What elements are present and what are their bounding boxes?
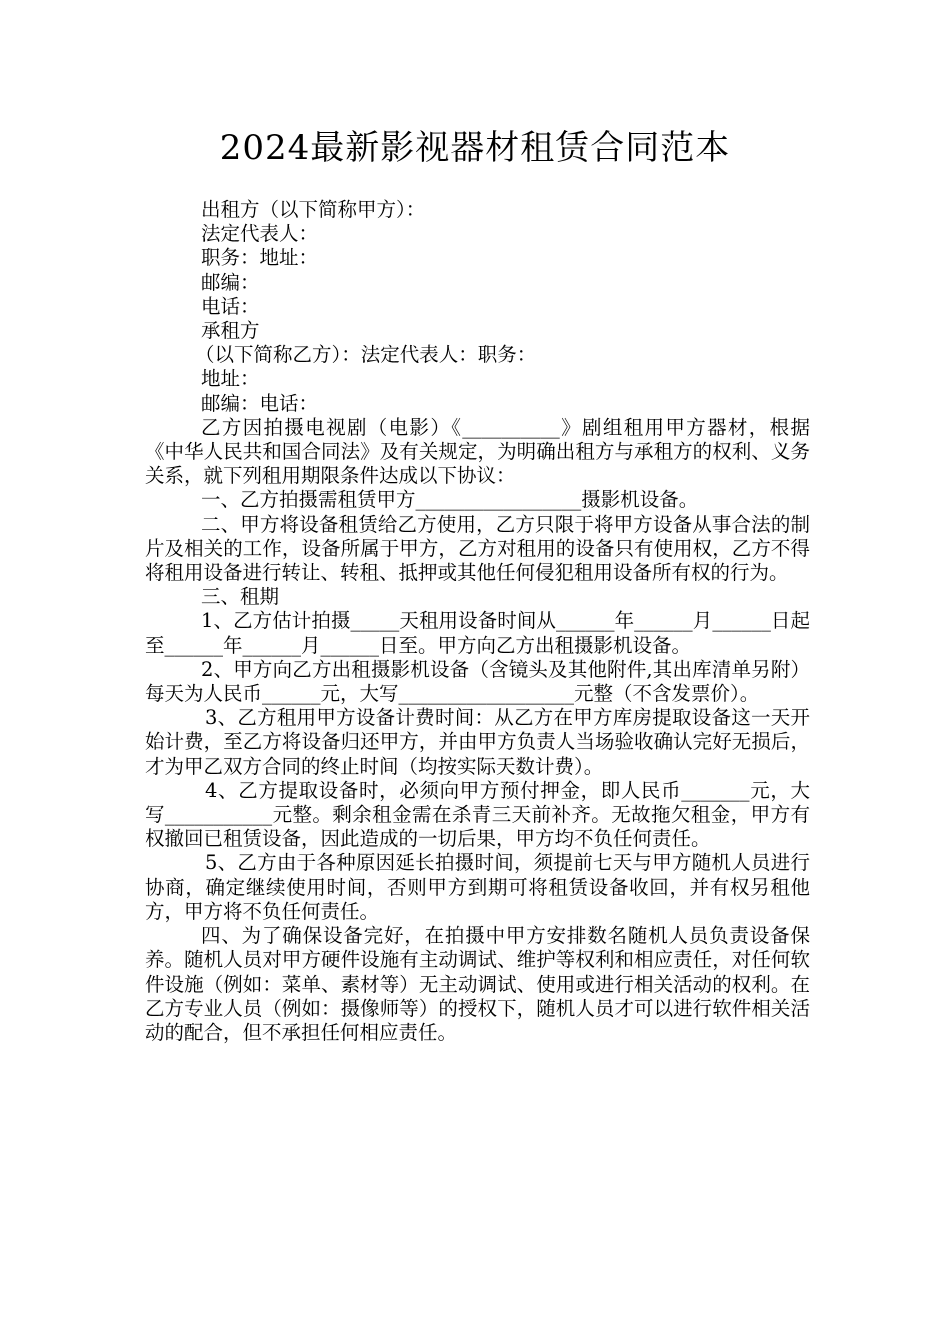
party-b-label: 承租方 — [201, 319, 260, 343]
clause-1: 一、乙方拍摄需租赁甲方_________________摄影机设备。 — [201, 488, 699, 512]
clause-3-item-5: 5、乙方由于各种原因延长拍摄时间，须提前七天与甲方随机人员进行协商，确定继续使用时间，否则甲方到期可将租赁设备收回，并有权另租他方，甲方将不负任何责任。 — [145, 851, 810, 923]
clause-3-item-1: 1、乙方估计拍摄_____天租用设备时间从______年______月______日起至______年______月______日至。甲方向乙方出租摄影机设备。 — [145, 609, 810, 657]
contract-body — [145, 198, 810, 1045]
party-b-postcode-phone: 邮编：电话： — [201, 391, 319, 415]
party-a-position-address: 职务：地址： — [201, 246, 319, 270]
party-a-postcode: 邮编： — [201, 270, 260, 294]
party-a-phone: 电话： — [201, 294, 260, 318]
preamble-paragraph: 乙方因拍摄电视剧（电影）《__________》剧组租用甲方器材，根据《中华人民共和国合同法》及有关规定，为明确出租方与承租方的权利、义务关系，就下列租用期限条件达成以下协议： — [145, 415, 810, 488]
party-b-address: 地址： — [201, 367, 260, 391]
clause-3-item-3: 3、乙方租用甲方设备计费时间：从乙方在甲方库房提取设备这一天开始计费，至乙方将设备归还甲方，并由甲方负责人当场验收确认完好无损后，才为甲乙双方合同的终止时间（均按实际天数计费）。 — [145, 706, 810, 778]
clause-3-heading: 三、租期 — [201, 585, 280, 609]
party-b-line: （以下简称乙方）：法定代表人：职务： — [195, 343, 537, 367]
clause-3-item-4: 4、乙方提取设备时，必须向甲方预付押金，即人民币_______元，大写___________元整。剩余租金需在杀青三天前补齐。无故拖欠租金，甲方有权撤回已租赁设备，因此造成的一切后果，甲方均不负任何责任。 — [145, 778, 810, 851]
party-a-representative: 法定代表人： — [201, 222, 319, 246]
clause-3-item-2: 2、甲方向乙方出租摄影机设备（含镜头及其他附件,其出库清单另附）每天为人民币______元，大写__________________元整（不含发票价）。 — [145, 657, 810, 706]
clause-4: 四、为了确保设备完好，在拍摄中甲方安排数名随机人员负责设备保养。随机人员对甲方硬件设施有主动调试、维护等权利和相应责任，对任何软件设施（例如：菜单、素材等）无主动调试、使用或进行相关活动的权利。在乙方专业人员（例如：摄像师等）的授权下，随机人员才可以进行软件相关活动的配合，但不承担任何相应责任。 — [145, 924, 810, 1044]
clause-2: 二、甲方将设备租赁给乙方使用，乙方只限于将甲方设备从事合法的制片及相关的工作，设备所属于甲方，乙方对租用的设备只有使用权，乙方不得将租用设备进行转让、转租、抵押或其他任何侵犯租用设备所有权的行为。 — [145, 512, 810, 585]
party-a-line: 出租方（以下简称甲方）： — [201, 198, 426, 221]
document-title: 2024最新影视器材租赁合同范本 — [219, 128, 731, 168]
